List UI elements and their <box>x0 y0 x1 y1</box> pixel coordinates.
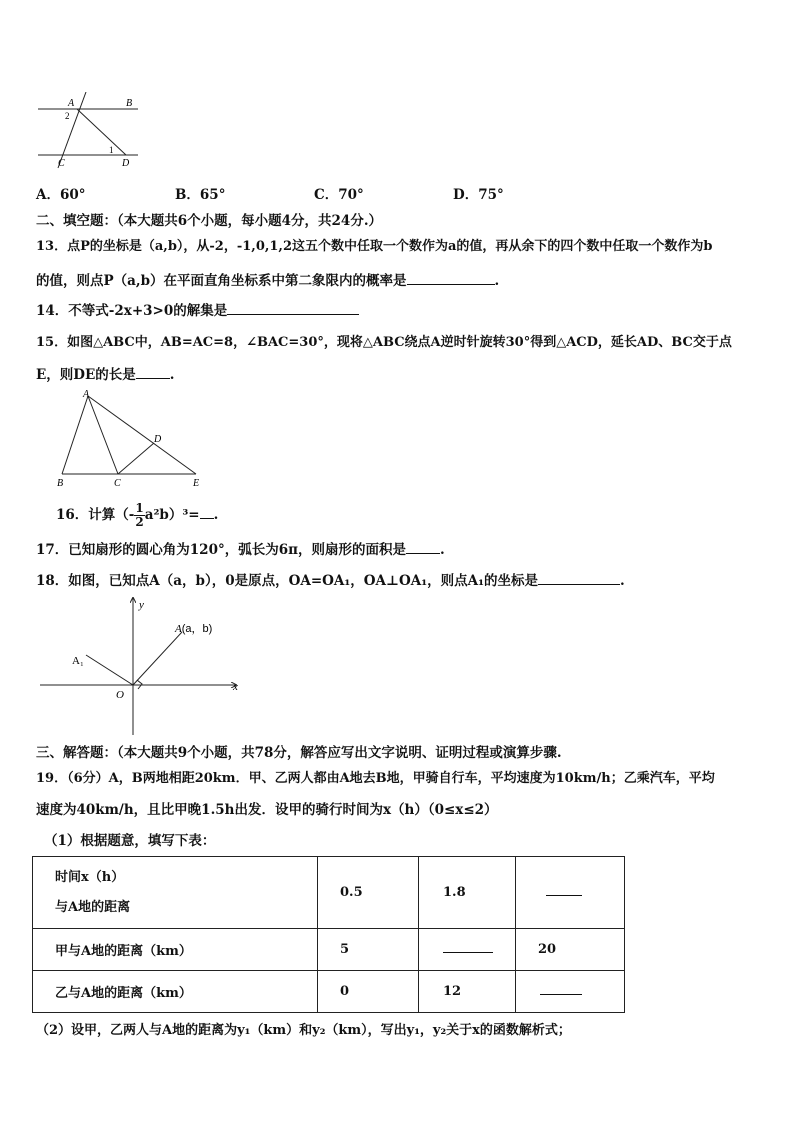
q16-frac-num: 1 <box>135 501 144 515</box>
q19-sub2: （2）设甲，乙两人与A地的距离为y₁（km）和y₂（km），写出y₁，y₂关于x的函数解析式； <box>36 1023 571 1038</box>
answer-blank[interactable] <box>546 885 582 896</box>
q13-line1: 13．点P的坐标是（a,b），从-2，-1,0,1,2这五个数中任取一个数作为a的值，再从余下的四个数中任取一个数作为b <box>36 239 713 254</box>
q19-line1: 19．（6分）A，B两地相距20km．甲、乙两人都由A地去B地，甲骑自行车，平均速度为10km/h；乙乘汽车，平均 <box>36 771 715 786</box>
q14 <box>36 302 359 320</box>
table-row <box>33 929 625 971</box>
q14-answer-blank <box>227 302 359 315</box>
value-cell: 5 <box>318 929 419 971</box>
label-C: C <box>58 158 65 169</box>
q15-figure <box>50 388 210 492</box>
q15-line2 <box>36 366 175 384</box>
label-D: D <box>154 434 162 445</box>
q19-sub1: （1）根据题意，填写下表： <box>44 833 216 849</box>
header-line1: 时间x（h） <box>55 869 125 885</box>
label-angle1: 1 <box>109 145 114 155</box>
q15-line1: 15．如图△ABC中，AB=AC=8，∠BAC=30°，现将△ABC绕点A逆时针旋转30°得到△ACD，延长AD、BC交于点 <box>36 335 732 350</box>
line-AD <box>77 109 126 155</box>
section2-title: 二、填空题：（本大题共6个小题，每小题4分，共24分.） <box>36 213 383 229</box>
label-angle2: 2 <box>65 111 70 121</box>
q13-line2 <box>36 272 499 290</box>
segment-AC <box>88 396 118 474</box>
q18-figure <box>40 594 250 736</box>
label-A <box>174 623 212 635</box>
row-label: 乙与A地的距离（km） <box>33 971 318 1013</box>
label-D: D <box>122 158 130 169</box>
value-cell-blank[interactable] <box>419 929 516 971</box>
q12-option-b: B．65° <box>175 187 226 203</box>
value-cell: 12 <box>419 971 516 1013</box>
q15-tail: . <box>169 367 175 383</box>
q17 <box>36 541 445 559</box>
label-A: A <box>68 98 75 109</box>
label-x: x <box>233 681 238 693</box>
q12-option-c: C．70° <box>314 187 364 203</box>
segment-AB <box>62 396 88 474</box>
label-A-coord: (a，b) <box>181 623 213 635</box>
segment-AE <box>88 396 196 474</box>
time-cell: 1.8 <box>419 857 516 929</box>
answer-blank[interactable] <box>443 942 493 953</box>
value-cell: 20 <box>516 929 625 971</box>
label-y: y <box>139 599 144 611</box>
q19-line2: 速度为40km/h，且比甲晚1.5h出发．设甲的骑行时间为x（h）（0≤x≤2） <box>36 802 498 818</box>
table-row <box>33 971 625 1013</box>
q16-suffix: a²b）³= <box>144 507 200 523</box>
q16 <box>56 500 218 530</box>
label-B: B <box>57 478 64 489</box>
answer-blank[interactable] <box>540 984 582 995</box>
label-A-letter: A <box>175 623 182 635</box>
q18-text: 18．如图，已知点A（a，b），0是原点，OA=OA₁，OA⊥OA₁，则点A₁的坐标是 <box>36 573 539 589</box>
ray-OA <box>133 632 182 685</box>
q19-table <box>32 856 625 1013</box>
q17-text: 17．已知扇形的圆心角为120°，弧长为6π，则扇形的面积是 <box>36 542 406 558</box>
q12-option-d: D．75° <box>453 187 504 203</box>
q13-tail: . <box>494 273 500 289</box>
q15-line2-text: E，则DE的长是 <box>36 367 136 383</box>
table-header-cell <box>33 857 318 929</box>
segment-CD <box>118 443 154 474</box>
section3-title: 三、解答题：（本大题共9个小题，共78分，解答应写出文字说明、证明过程或演算步骤. <box>36 745 562 761</box>
time-cell: 0.5 <box>318 857 419 929</box>
q15-answer-blank <box>136 366 170 379</box>
label-B: B <box>126 98 133 109</box>
label-O: O <box>116 689 124 701</box>
q14-text: 14．不等式-2x+3>0的解集是 <box>36 303 228 319</box>
q16-answer-blank <box>200 506 214 519</box>
label-E: E <box>193 478 200 489</box>
q16-prefix: 16．计算（- <box>56 507 135 523</box>
q16-fraction <box>134 502 144 529</box>
q16-tail: . <box>213 507 219 523</box>
q17-tail: . <box>440 542 445 558</box>
value-cell: 0 <box>318 971 419 1013</box>
q18 <box>36 572 625 590</box>
q12-figure <box>30 92 145 172</box>
time-cell-blank[interactable] <box>516 857 625 929</box>
q18-tail: . <box>620 573 625 589</box>
row-label: 甲与A地的距离（km） <box>33 929 318 971</box>
q13-answer-blank <box>407 272 495 285</box>
label-A1: A₁ <box>72 655 84 667</box>
q16-frac-den: 2 <box>135 515 144 529</box>
value-cell-blank[interactable] <box>516 971 625 1013</box>
label-C: C <box>114 478 121 489</box>
table-row <box>33 857 625 929</box>
header-line2: 与A地的距离 <box>55 899 131 915</box>
ray-OA1 <box>86 655 133 685</box>
q12-option-a: A．60° <box>36 187 86 203</box>
q13-line2-text: 的值，则点P（a,b）在平面直角坐标系中第二象限内的概率是 <box>36 273 407 289</box>
q18-answer-blank <box>538 572 620 585</box>
label-A: A <box>83 389 90 400</box>
q17-answer-blank <box>406 541 440 554</box>
